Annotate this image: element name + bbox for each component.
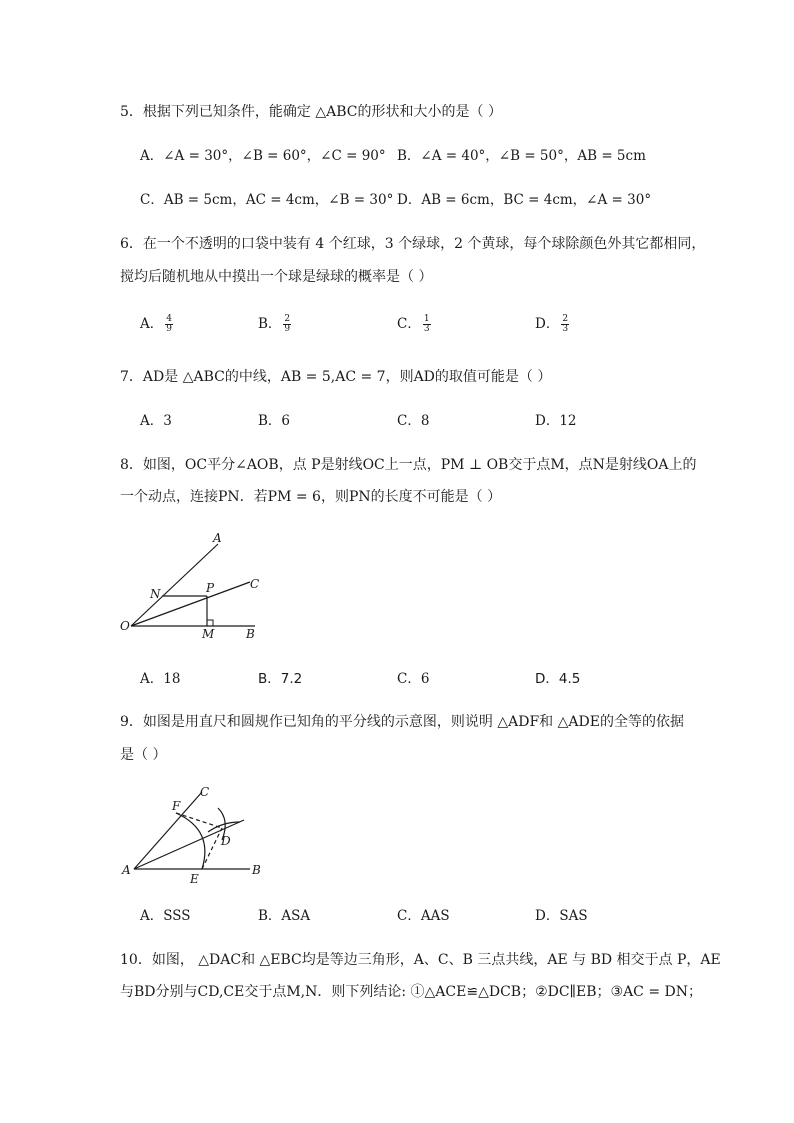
label-a: A: [122, 863, 131, 877]
label-c: C: [200, 785, 210, 799]
q9-stem-line2: 是（ ）: [120, 747, 167, 763]
label-d: D: [221, 834, 231, 848]
ray-oc: [131, 582, 250, 626]
q6-option-d[interactable]: [535, 314, 569, 334]
q8-option-d[interactable]: D．4.5: [535, 671, 581, 687]
q6-option-c-fraction: [423, 315, 431, 334]
q5-option-a[interactable]: A．∠A = 30°，∠B = 60°，∠C = 90°: [140, 148, 386, 164]
q7-option-d[interactable]: D．12: [535, 413, 577, 429]
q8-stem-line1: 8．如图，OC平分∠AOB，点 P是射线OC上一点，PM ⊥ OB交于点M，点N是射线OA上的: [120, 457, 697, 473]
q9-option-d[interactable]: D．SAS: [535, 908, 588, 924]
q9-option-b[interactable]: B．ASA: [258, 908, 311, 924]
q6-option-b-label: B．: [258, 316, 282, 332]
q8-stem-line2: 一个动点，连接PN．若PM = 6，则PN的长度不可能是（ ）: [120, 489, 502, 505]
q6-option-c-label: C．: [397, 316, 421, 332]
q6-option-b-fraction: [283, 315, 291, 334]
q8-figure: [110, 530, 280, 645]
label-c: C: [250, 577, 260, 591]
label-f: F: [172, 799, 181, 813]
q6-option-d-label: D．: [535, 316, 560, 332]
q6-option-a[interactable]: [140, 314, 173, 334]
label-n: N: [150, 587, 161, 601]
right-angle-mark: [207, 620, 213, 626]
q6-c-denominator: 3: [423, 324, 430, 334]
q5-stem: 5．根据下列已知条件，能确定 △ABC的形状和大小的是（ ）: [120, 104, 502, 120]
label-m: M: [202, 627, 215, 641]
q6-a-numerator: 4: [166, 314, 172, 324]
q5-option-b[interactable]: B．∠A = 40°，∠B = 50°，AB = 5cm: [397, 148, 646, 164]
q5-option-d[interactable]: D．AB = 6cm，BC = 4cm，∠A = 30°: [397, 192, 652, 208]
q6-d-numerator: 2: [562, 314, 569, 324]
q8-option-a[interactable]: A．18: [140, 671, 181, 687]
q9-figure: [118, 780, 268, 890]
q6-b-denominator: 9: [284, 324, 291, 334]
q5-option-c[interactable]: C．AB = 5cm，AC = 4cm，∠B = 30°: [140, 192, 394, 208]
label-e: E: [190, 872, 199, 886]
q7-option-c[interactable]: C．8: [397, 413, 430, 429]
q6-a-denominator: 9: [166, 324, 172, 334]
dashed-fd: [176, 813, 222, 828]
ray-oa: [131, 544, 218, 626]
q6-option-a-fraction: [165, 315, 173, 334]
q9-stem-line1: 9．如图是用直尺和圆规作已知角的平分线的示意图，则说明 △ADF和 △ADE的全等的依据: [120, 714, 684, 730]
q6-option-b[interactable]: [258, 314, 291, 334]
q8-option-b[interactable]: B．7.2: [258, 671, 303, 687]
q10-stem-line2: 与BD分别与CD,CE交于点M,N．则下列结论: ①△ACE≌△DCB；②DC∥EB；③AC = DN；: [120, 984, 703, 1000]
q6-d-denominator: 3: [562, 324, 569, 334]
q8-option-c[interactable]: C．6: [397, 671, 430, 687]
q7-stem: 7．AD是 △ABC的中线，AB = 5,AC = 7，则AD的取值可能是（ ）: [120, 369, 552, 385]
q6-option-d-fraction: [561, 315, 569, 334]
q6-stem-line2: 搅均后随机地从中摸出一个球是绿球的概率是（ ）: [120, 269, 433, 285]
q9-option-a[interactable]: A．SSS: [140, 908, 191, 924]
q10-stem-line1: 10．如图， △DAC和 △EBC均是等边三角形，A、C、B 三点共线，AE 与 BD 相交于点 P，AE: [120, 952, 721, 968]
q9-option-c[interactable]: C．AAS: [397, 908, 450, 924]
q6-option-a-label: A．: [140, 316, 164, 332]
label-b: B: [246, 627, 255, 641]
label-a: A: [213, 531, 222, 545]
ray-ac: [134, 792, 202, 869]
q7-option-a[interactable]: A．3: [140, 413, 172, 429]
q6-option-c[interactable]: [397, 314, 431, 334]
q7-option-b[interactable]: B．6: [258, 413, 291, 429]
compass-arc-fe: [176, 813, 205, 869]
q6-c-numerator: 1: [423, 314, 430, 324]
label-b: B: [252, 863, 261, 877]
q6-stem-line1: 6．在一个不透明的口袋中装有 4 个红球，3 个绿球，2 个黄球，每个球除颜色外其它都相同，: [120, 236, 706, 252]
q6-b-numerator: 2: [284, 314, 291, 324]
label-o: O: [120, 619, 130, 633]
label-p: P: [206, 581, 215, 595]
